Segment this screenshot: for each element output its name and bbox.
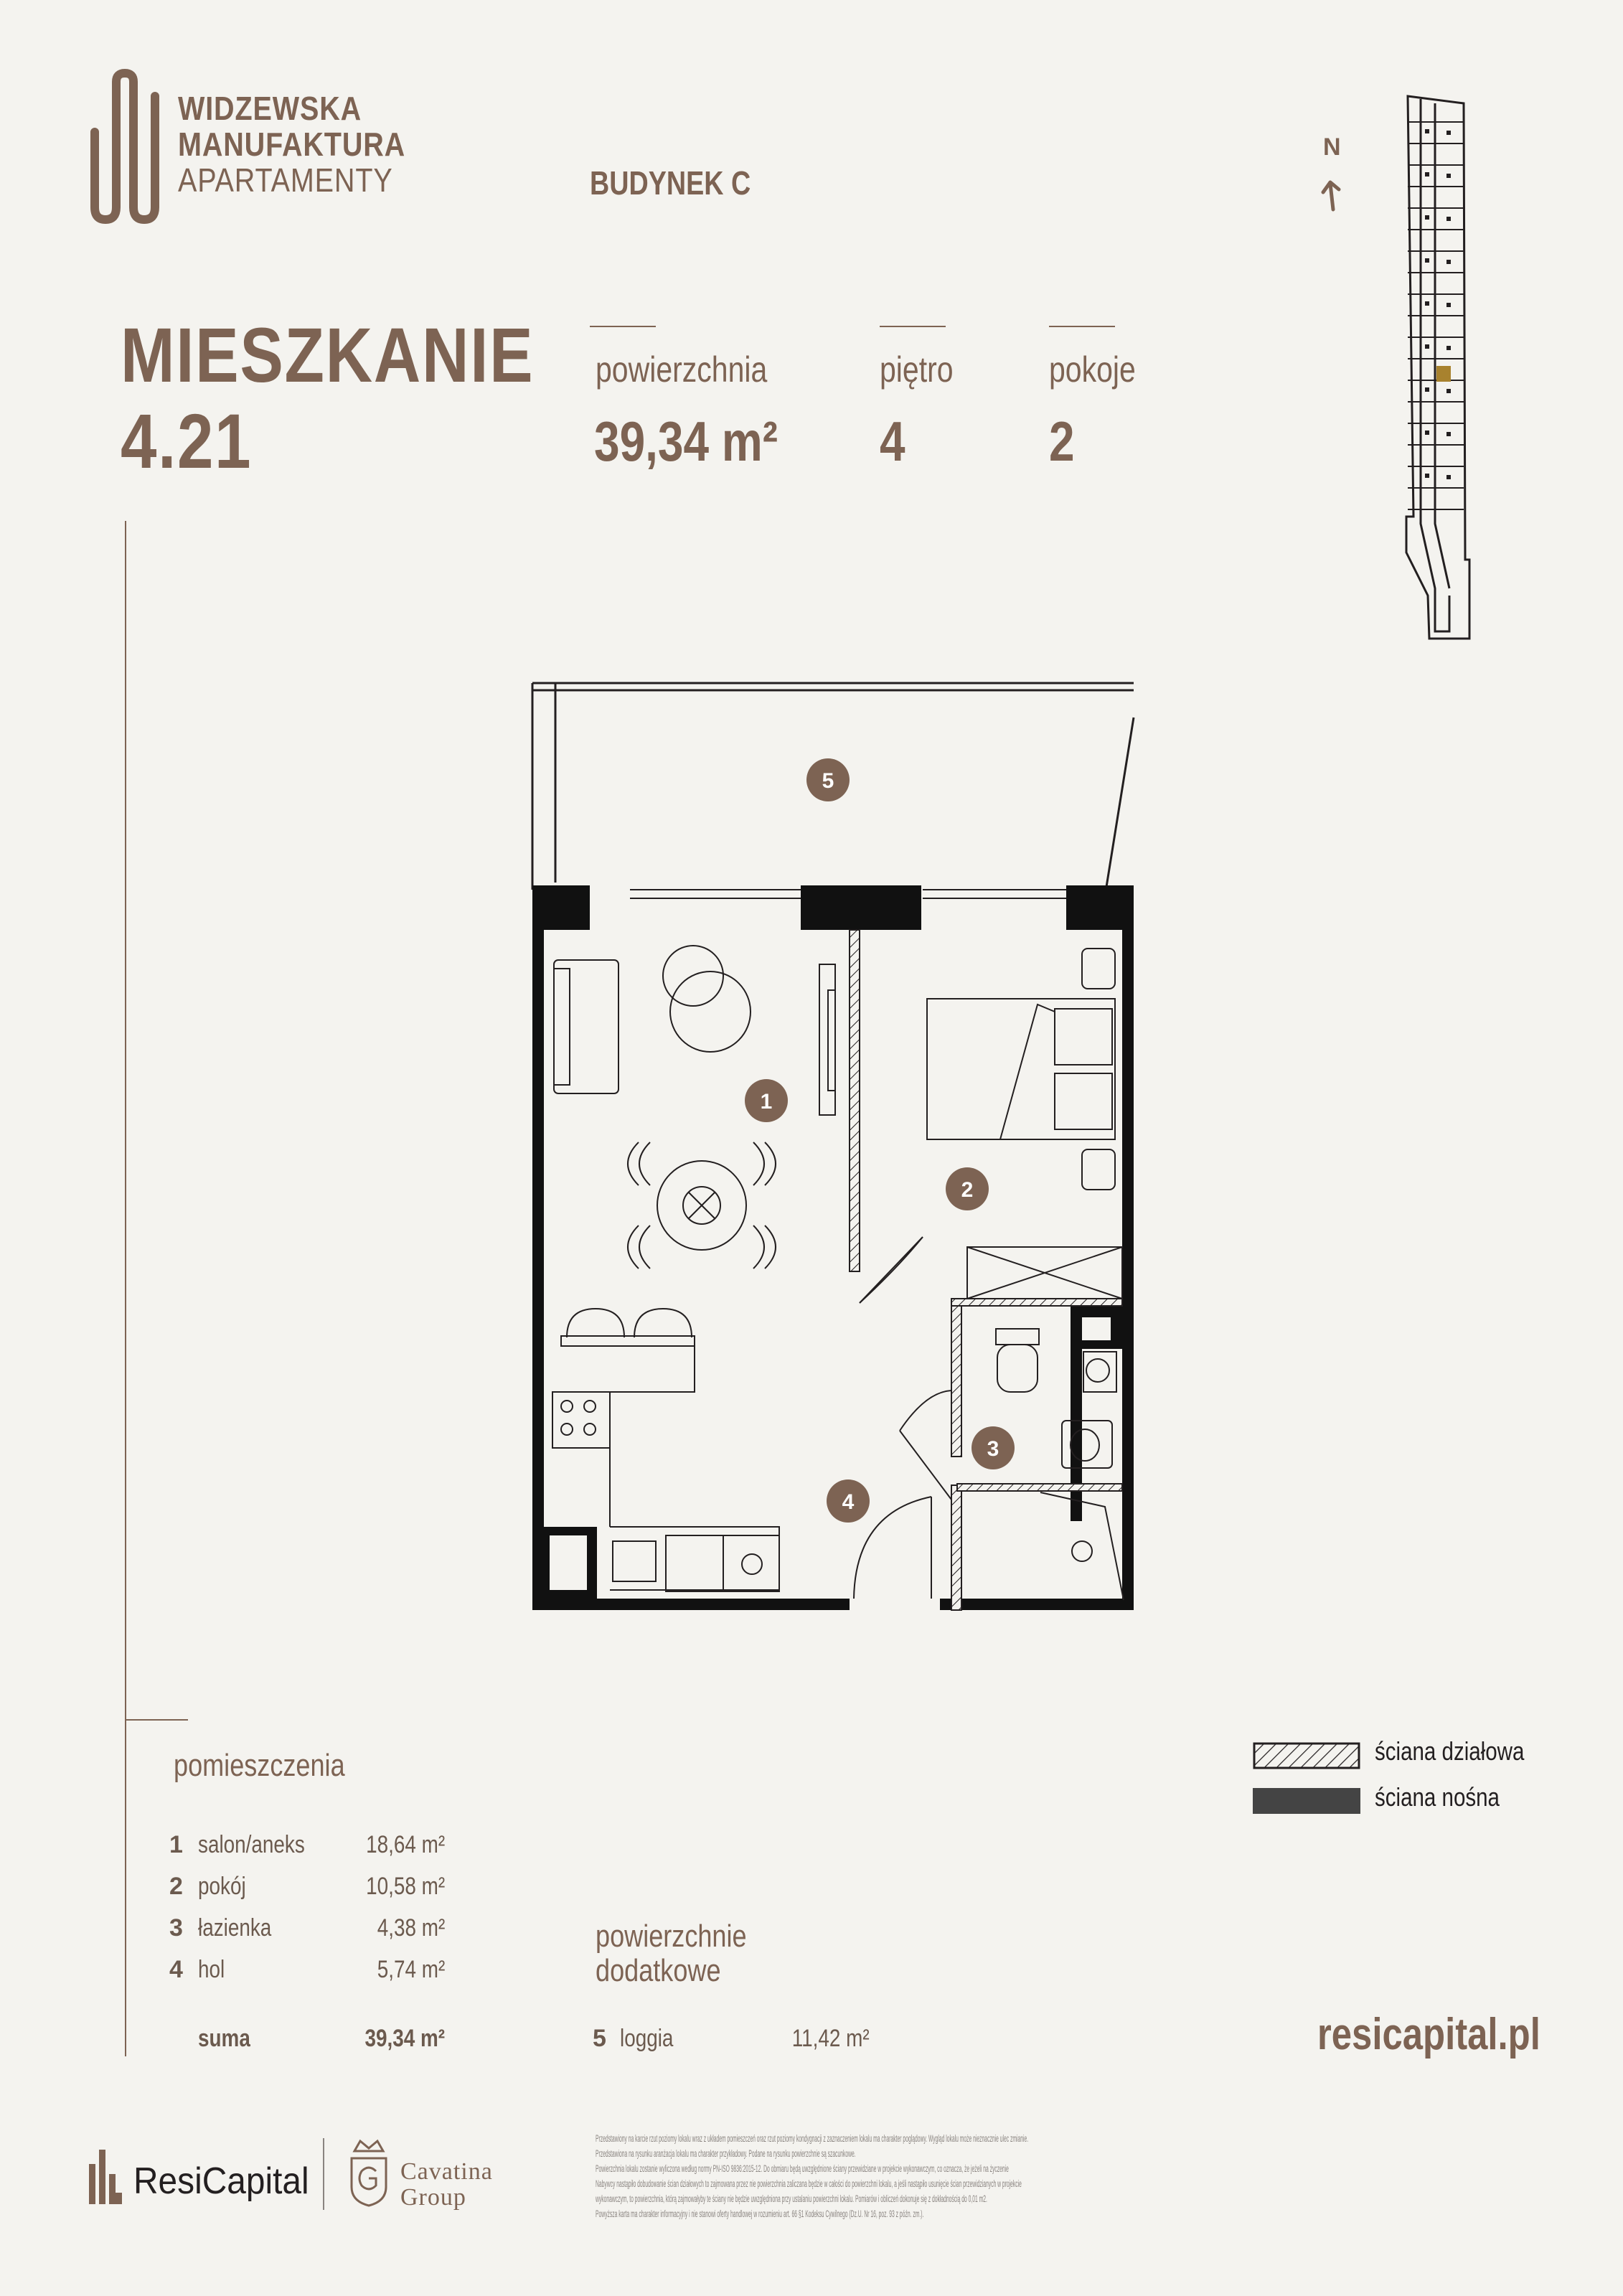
badge-3: [972, 1426, 1015, 1469]
room-area: 5,74 m²: [377, 1956, 445, 1983]
apartment-highlight: [1436, 366, 1451, 382]
rooms-rule: [1049, 326, 1115, 327]
badge-4: [827, 1479, 870, 1523]
room-num: 2: [169, 1873, 183, 1900]
room-num: 1: [169, 1831, 183, 1858]
svg-text:5: 5: [822, 769, 834, 793]
rooms-label: pokoje: [1049, 349, 1136, 390]
room-name: hol: [198, 1956, 225, 1983]
floor-plan: [524, 674, 1141, 1622]
north-label: N: [1323, 133, 1341, 161]
room-area: 10,58 m²: [365, 1873, 445, 1900]
cavatina-crest-icon: [347, 2137, 390, 2208]
floor-rule: [880, 326, 946, 327]
room-num: 5: [593, 2025, 606, 2052]
svg-text:2: 2: [961, 1178, 974, 1202]
cavatina-line-2: Group: [400, 2184, 466, 2211]
room-name: loggia: [620, 2025, 674, 2052]
room-area: 4,38 m²: [377, 1914, 445, 1942]
room-area: 18,64 m²: [365, 1831, 445, 1858]
website-link[interactable]: resicapital.pl: [1317, 2010, 1540, 2059]
rooms-value: 2: [1049, 410, 1075, 473]
rooms-rule-h: [125, 1719, 188, 1721]
badge-5: [806, 758, 850, 801]
disclaimer-line-5: wykonawczym, to powierzchnia, którą zajmowałyby te ściany nie będzie uwzględniona przy ustalaniu powierzchni lokalu. Pomiarów i obliczeń dokonuje się z dokładnością do 0,01 m2.: [596, 2193, 987, 2204]
badge-2: [946, 1167, 989, 1210]
resicapital-wordmark: ResiCapital: [133, 2160, 309, 2202]
brand-line-3: APARTAMENTY: [178, 161, 393, 199]
room-num: 4: [169, 1956, 183, 1983]
cavatina-line-1: Cavatina: [400, 2158, 493, 2185]
building-label: BUDYNEK C: [590, 164, 751, 202]
room-num: 3: [169, 1914, 183, 1942]
area-rule: [590, 326, 656, 327]
floor-label: piętro: [880, 349, 954, 390]
disclaimer-line-3: Powierzchnia lokalu zostanie wyliczona według normy PN-ISO 9836:2015-12. Do obmiaru będą uwzględnione ściany przewidziane w projekcie wykonawczym, co oznacza, że jeżeli na życzenie: [596, 2163, 1009, 2174]
brand-name: [178, 90, 443, 198]
load-bearing-wall-swatch: [1253, 1788, 1360, 1814]
north-arrow-icon: [1317, 178, 1346, 212]
footer-divider: [323, 2138, 324, 2210]
brand-line-2: MANUFAKTURA: [178, 126, 406, 163]
partition-wall-label: ściana działowa: [1375, 1736, 1525, 1766]
load-bearing-wall-label: ściana nośna: [1375, 1782, 1500, 1812]
partition-wall-swatch: [1253, 1742, 1360, 1769]
svg-text:1: 1: [760, 1090, 773, 1114]
apartment-title: MIESZKANIE: [121, 311, 535, 398]
resicapital-logo-icon: [89, 2145, 122, 2204]
building-key-plan: [1378, 93, 1478, 646]
disclaimer: [596, 2131, 1213, 2221]
floor-value: 4: [880, 410, 905, 473]
room-row-3: [169, 1914, 445, 1950]
disclaimer-line-2: Przedstawiona na rysunku aranżacja lokalu ma charakter przykładowy. Podane na rysunku powierzchnie są szacunkowe.: [596, 2148, 856, 2159]
brand-line-1: WIDZEWSKA: [178, 90, 362, 127]
extra-row-5: [593, 2025, 870, 2061]
badge-1: [745, 1079, 788, 1122]
area-value: 39,34 m²: [594, 410, 778, 473]
area-label: powierzchnia: [596, 349, 768, 390]
room-sum-row: [169, 2025, 445, 2061]
brand-logo-mark: [88, 67, 165, 227]
extra-heading-2: dodatkowe: [596, 1953, 721, 1988]
rooms-heading: pomieszczenia: [174, 1748, 345, 1783]
room-name: salon/aneks: [198, 1831, 305, 1858]
svg-text:3: 3: [987, 1437, 999, 1461]
sum-label: suma: [198, 2025, 250, 2052]
room-name: pokój: [198, 1873, 246, 1900]
svg-text:4: 4: [842, 1490, 855, 1514]
sum-value: 39,34 m²: [364, 2025, 445, 2052]
disclaimer-line-6: Powyższa karta ma charakter informacyjny i nie stanowi oferty handlowej w rozumieniu art. 66 §1 Kodeksu Cywilnego (Dz.U. Nr 16, poz. 93 z późn. zm.).: [596, 2208, 924, 2219]
apartment-number: 4.21: [121, 397, 253, 484]
disclaimer-line-4: Nabywcy nastąpiło dobudowanie ścian działowych to zajmowana przez nie powierzchnia zaliczana będzie w całości do powierzchni lokalu, a jeśli nastąpiło usunięcie ścian przewidzianych w projekcie: [596, 2178, 1022, 2189]
disclaimer-line-1: Przedstawiony na karcie rzut poziomy lokalu wraz z układem pomieszczeń oraz rzut poziomy kondygnacji z zaznaczeniem lokalu ma charakter poglądowy. Wygląd lokalu może nieznacznie ulec zmianie.: [596, 2133, 1029, 2144]
room-row-4: [169, 1956, 445, 1992]
extra-heading-1: powierzchnie: [596, 1919, 747, 1954]
left-rule: [125, 521, 126, 2056]
room-row-2: [169, 1873, 445, 1909]
room-badges: [745, 758, 1015, 1523]
room-area: 11,42 m²: [792, 2025, 870, 2052]
room-name: łazienka: [198, 1914, 272, 1942]
room-row-1: [169, 1831, 445, 1867]
